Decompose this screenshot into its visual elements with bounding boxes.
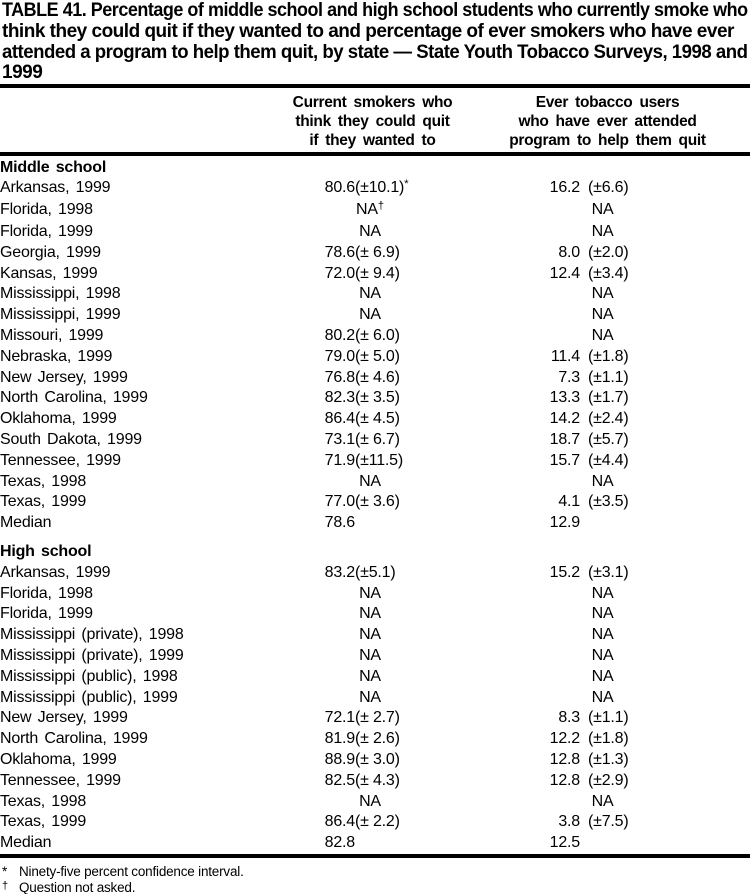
footnote-text: Ninety-five percent confidence interval. <box>19 863 244 879</box>
column-header-line: Current smokers who <box>292 94 453 112</box>
table-row <box>0 771 750 792</box>
value-col1: 86.4 <box>324 813 355 831</box>
table-title-line: 1999 <box>2 62 43 84</box>
row-label: Mississippi, 1999 <box>0 306 121 324</box>
table-row <box>0 513 750 534</box>
row-label: Tennessee, 1999 <box>0 771 121 789</box>
table-row <box>0 243 750 264</box>
ci-col1: (± 2.7) <box>355 709 400 727</box>
row-label: Median <box>0 834 52 852</box>
ci-col1: (± 2.6) <box>355 730 400 748</box>
column-header-line: Ever tobacco users <box>535 94 680 112</box>
table-row <box>0 750 750 771</box>
row-label: Texas, 1998 <box>0 472 87 490</box>
value-col2: 12.9 <box>549 514 580 532</box>
ci-col2: (±4.4) <box>588 451 629 469</box>
ci-col1: (±5.1) <box>355 563 396 581</box>
ci-col2: (±2.4) <box>588 410 629 428</box>
table-row <box>0 264 750 285</box>
table-title <box>0 0 750 84</box>
table-row <box>0 604 750 625</box>
value-col1: 72.0 <box>324 264 355 282</box>
table-title-line: think they could quit if they wanted to and percentage of ever smokers who have ever <box>2 20 734 42</box>
ci-col1: (± 3.0) <box>355 751 400 768</box>
ci-col1: (± 4.6) <box>355 368 400 386</box>
footnote-asterisk <box>2 864 750 880</box>
value-col1: 73.1 <box>324 431 355 449</box>
row-label: Texas, 1999 <box>0 493 87 511</box>
section-label: Middle school <box>0 158 107 176</box>
ci-col1: (± 6.9) <box>355 243 400 261</box>
row-label: Texas, 1999 <box>0 813 87 831</box>
footnotes <box>0 858 750 894</box>
ci-col2: (±7.5) <box>588 813 629 831</box>
table-row <box>0 409 750 430</box>
na-col1: NA <box>359 306 381 324</box>
table-row <box>0 625 750 646</box>
column-header-ever-tobacco-users <box>465 93 750 150</box>
ci-col2: (±2.9) <box>588 771 629 789</box>
ci-col1 <box>355 833 455 854</box>
section-header-row <box>0 534 750 563</box>
table-row <box>0 729 750 750</box>
ci-col2: (±3.5) <box>588 493 629 511</box>
ci-col2: (±1.8) <box>588 730 629 748</box>
ci-col1: (± 3.5) <box>355 389 400 407</box>
row-label: Florida, 1998 <box>0 584 93 602</box>
ci-col1: (±10.1)* <box>355 178 409 197</box>
table-row <box>0 430 750 451</box>
table-row <box>0 200 750 222</box>
value-col2: 12.8 <box>549 751 580 768</box>
row-label: South Dakota, 1999 <box>0 431 142 449</box>
na-col2: NA <box>591 688 614 706</box>
horizontal-rule <box>0 152 750 156</box>
value-col2: 15.7 <box>549 451 580 469</box>
ci-col1: (±11.5) <box>355 451 403 469</box>
na-col1: NA <box>359 647 381 665</box>
state-data-table <box>0 158 750 854</box>
na-col1: NA <box>359 626 381 644</box>
ci-col1 <box>355 513 455 534</box>
ci-col1: (± 5.0) <box>355 347 400 365</box>
row-label: Mississippi (public), 1998 <box>0 667 178 685</box>
na-col2: NA <box>591 584 614 602</box>
value-col2: 12.8 <box>549 771 580 789</box>
row-label: North Carolina, 1999 <box>0 389 148 407</box>
na-col2: NA <box>591 792 614 810</box>
na-col1: NA <box>359 584 381 602</box>
ci-col2: (±1.1) <box>588 368 629 386</box>
footnote-text: Question not asked. <box>19 879 136 894</box>
ci-col2: (±2.0) <box>588 243 629 261</box>
row-label: Florida, 1999 <box>0 223 93 241</box>
table-row <box>0 708 750 729</box>
ci-col2: (±3.1) <box>588 563 629 581</box>
value-col2: 8.0 <box>558 243 580 261</box>
ci-col2 <box>580 513 750 534</box>
table-row <box>0 833 750 854</box>
column-header-line: if they wanted to <box>309 132 436 150</box>
ci-col1: (± 9.4) <box>355 264 400 282</box>
ci-col2: (±1.7) <box>588 389 629 407</box>
table-title-line: TABLE 41. Percentage of middle school and high school students who currently smoke who <box>2 0 748 21</box>
value-col2: 12.5 <box>549 834 580 852</box>
na-col2: NA <box>591 605 614 623</box>
na-col1: NA <box>359 667 381 685</box>
row-label: Arkansas, 1999 <box>0 179 111 197</box>
na-col2: NA <box>591 472 614 490</box>
row-label: Florida, 1998 <box>0 201 93 219</box>
value-col2: 14.2 <box>549 410 580 428</box>
column-header-line: who have ever attended <box>518 113 697 131</box>
value-col2: 16.2 <box>549 179 580 197</box>
column-header-current-smokers <box>280 93 465 150</box>
ci-col1: (± 4.5) <box>355 410 400 428</box>
row-label: Oklahoma, 1999 <box>0 410 117 428</box>
table-row <box>0 284 750 305</box>
na-col2: NA <box>591 223 614 241</box>
ci-col2: (±3.4) <box>588 264 629 282</box>
row-label: Kansas, 1999 <box>0 264 98 282</box>
value-col1: 80.6 <box>324 179 355 197</box>
table-row <box>0 305 750 326</box>
ci-col2 <box>580 833 750 854</box>
table-row <box>0 812 750 833</box>
value-col1: 76.8 <box>324 368 355 386</box>
na-col1: NA <box>359 472 381 490</box>
footnote-marker: † <box>2 879 8 892</box>
na-col1: NA <box>359 285 381 303</box>
table-row <box>0 347 750 368</box>
row-label: North Carolina, 1999 <box>0 730 148 748</box>
na-col2: NA <box>591 327 614 345</box>
row-label: Mississippi (public), 1999 <box>0 688 178 706</box>
column-header-line: think they could quit <box>295 113 450 131</box>
value-col2: 4.1 <box>558 493 580 511</box>
ci-col1: (± 6.7) <box>355 431 400 449</box>
value-col1: 82.3 <box>324 389 355 407</box>
section-label: High school <box>0 543 92 561</box>
value-col1: 78.6 <box>324 243 355 261</box>
na-col1: NA <box>359 792 381 810</box>
column-header-row <box>0 88 750 152</box>
column-header-spacer <box>0 93 280 150</box>
value-col2: 15.2 <box>549 563 580 581</box>
table-title-line: attended a program to help them quit, by state — State Youth Tobacco Surveys, 1998 and <box>2 41 748 63</box>
table-row <box>0 646 750 667</box>
value-col1: 82.5 <box>324 771 355 789</box>
table-row <box>0 368 750 389</box>
value-col2: 7.3 <box>558 368 580 386</box>
table-row <box>0 584 750 605</box>
value-col2: 8.3 <box>558 709 580 727</box>
na-col1: NA <box>359 688 381 706</box>
na-col1: NA <box>359 605 381 623</box>
row-label: Tennessee, 1999 <box>0 451 121 469</box>
ci-col1: (± 4.3) <box>355 771 400 789</box>
ci-col1: (± 3.6) <box>355 493 400 511</box>
table-row <box>0 451 750 472</box>
table-row <box>0 326 750 347</box>
table-row <box>0 222 750 243</box>
footnote-marker: * <box>2 863 8 879</box>
footnote-dagger <box>2 880 750 894</box>
value-col2: 12.4 <box>549 264 580 282</box>
table-row <box>0 388 750 409</box>
footnote-marker: † <box>377 200 384 213</box>
value-col1: 80.2 <box>324 327 355 345</box>
value-col1: 77.0 <box>324 493 355 511</box>
table-row <box>0 492 750 513</box>
ci-col2: (±1.1) <box>588 709 629 727</box>
value-col1: 78.6 <box>324 514 355 532</box>
value-col1: 83.2 <box>324 563 355 581</box>
ci-col2: (±1.3) <box>588 751 629 768</box>
value-col1: 86.4 <box>324 410 355 428</box>
row-label: Mississippi (private), 1999 <box>0 647 184 665</box>
ci-col1: (± 6.0) <box>355 327 400 345</box>
value-col1: 72.1 <box>324 709 355 727</box>
footnote-marker: * <box>404 178 409 191</box>
table-row <box>0 792 750 813</box>
value-col1: 79.0 <box>324 347 355 365</box>
value-col1: 71.9 <box>324 451 355 469</box>
table-row <box>0 667 750 688</box>
na-col2: NA <box>591 201 614 219</box>
row-label: Florida, 1999 <box>0 605 93 623</box>
ci-col1: (± 2.2) <box>355 813 400 831</box>
value-col1: 88.9 <box>324 751 355 768</box>
row-label: Arkansas, 1999 <box>0 563 111 581</box>
value-col2: 12.2 <box>549 730 580 748</box>
value-col2: 13.3 <box>549 389 580 407</box>
row-label: Median <box>0 514 52 532</box>
na-col1: NA† <box>356 200 384 219</box>
na-col2: NA <box>591 285 614 303</box>
row-label: Texas, 1998 <box>0 792 87 810</box>
value-col2: 3.8 <box>558 813 580 831</box>
row-label: Oklahoma, 1999 <box>0 751 117 768</box>
table-row <box>0 178 750 200</box>
row-label: Nebraska, 1999 <box>0 347 113 365</box>
table-row <box>0 472 750 493</box>
value-col2: 18.7 <box>549 431 580 449</box>
section-header-row <box>0 158 750 179</box>
row-label: Mississippi (private), 1998 <box>0 626 184 644</box>
ci-col2: (±6.6) <box>588 179 629 197</box>
value-col1: 82.8 <box>324 834 355 852</box>
ci-col2: (±1.8) <box>588 347 629 365</box>
na-col2: NA <box>591 647 614 665</box>
table-row <box>0 563 750 584</box>
na-col2: NA <box>591 306 614 324</box>
na-col1: NA <box>359 223 381 241</box>
na-col2: NA <box>591 626 614 644</box>
ci-col2: (±5.7) <box>588 431 629 449</box>
row-label: Missouri, 1999 <box>0 327 104 345</box>
value-col1: 81.9 <box>324 730 355 748</box>
table-row <box>0 688 750 709</box>
value-col2: 11.4 <box>550 347 580 365</box>
row-label: Mississippi, 1998 <box>0 285 121 303</box>
column-header-line: program to help them quit <box>509 132 706 150</box>
row-label: Georgia, 1999 <box>0 243 101 261</box>
na-col2: NA <box>591 667 614 685</box>
row-label: New Jersey, 1999 <box>0 709 128 727</box>
row-label: New Jersey, 1999 <box>0 368 128 386</box>
